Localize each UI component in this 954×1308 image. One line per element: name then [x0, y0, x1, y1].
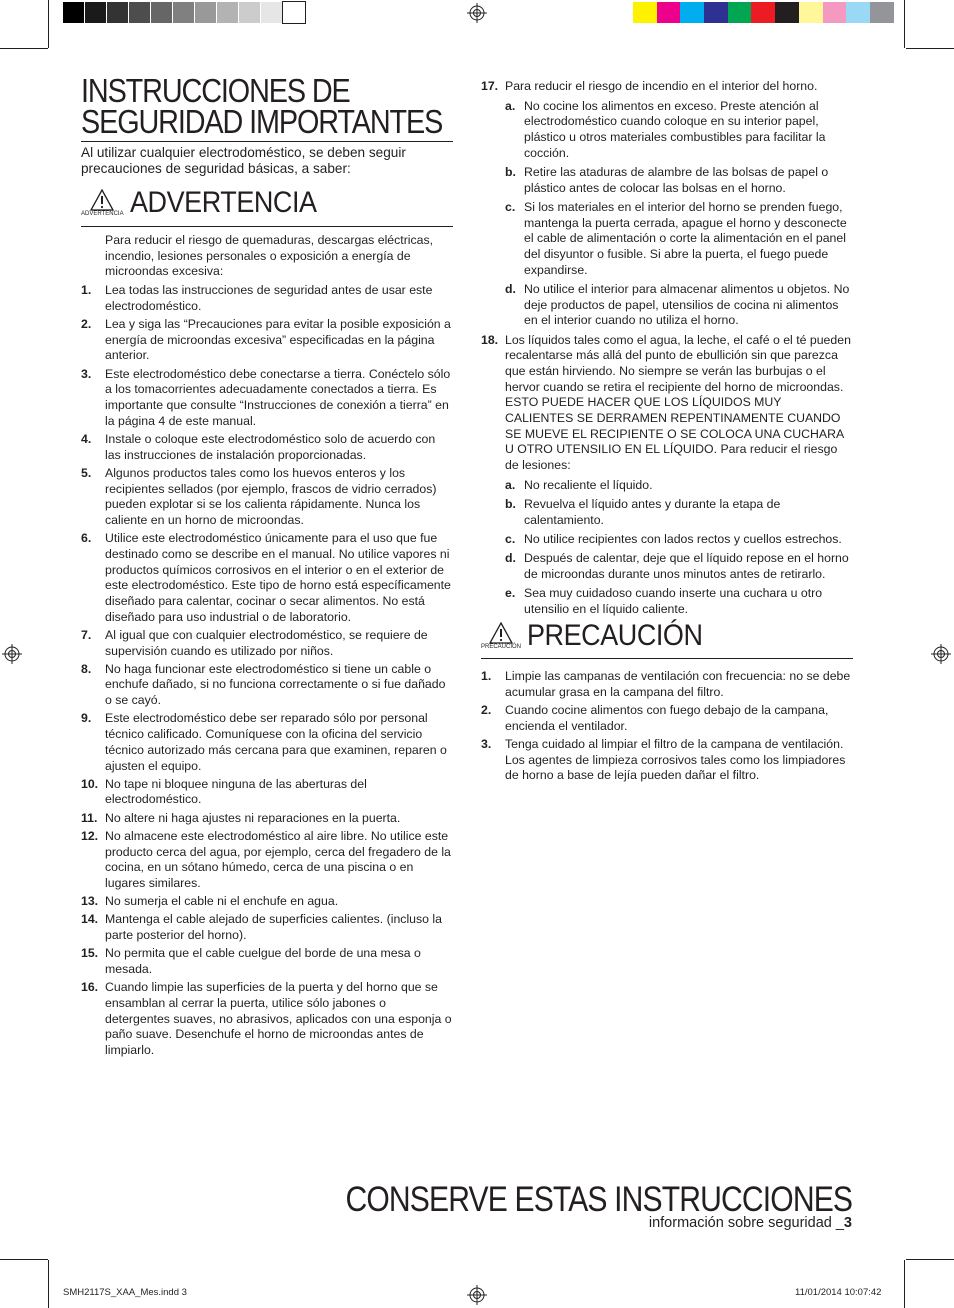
item-text: Al igual que con cualquier electrodoméstico, se requiere de supervisión cuando es utilizado por niños. — [105, 627, 428, 658]
list-item — [81, 317, 453, 364]
item-text: No permita que el cable cuelgue del borde de una mesa o mesada. — [105, 946, 421, 976]
item-text: Revuelva el líquido antes y durante la etapa de calentamiento. — [524, 497, 781, 527]
caution-icon-label: PRECAUCIÓN — [481, 644, 522, 650]
item-number: b. — [505, 165, 516, 180]
color-swatch — [633, 2, 657, 23]
footer-title: CONSERVE ESTAS INSTRUCCIONES — [345, 1180, 852, 1219]
precaucion-rule — [481, 658, 853, 659]
item-text: Para reducir el riesgo de incendio en el interior del horno. — [505, 79, 818, 93]
item-text: Algunos productos tales como los huevos enteros y los recipientes sellados (por ejemplo, frascos de vidrio cerrados) pueden explotar si se los calienta rápidamente. Nunca los caliente en un horno de microondas. — [105, 465, 437, 527]
item-number: 17. — [481, 79, 499, 93]
item-text: No tape ni bloquee ninguna de las aberturas del electrodoméstico. — [105, 776, 367, 807]
item-text: No recaliente el líquido. — [524, 477, 653, 492]
footer-section: información sobre seguridad _ — [648, 1215, 844, 1231]
item-text: Lea todas las instrucciones de seguridad antes de usar este electrodoméstico. — [105, 283, 433, 313]
warning-triangle-icon — [81, 189, 124, 218]
item-number: 13. — [81, 894, 99, 909]
item-number: 3. — [481, 736, 492, 751]
color-swatch — [261, 2, 283, 23]
item-text: Este electrodoméstico debe conectarse a tierra. Conéctelo sólo a los tomacorrientes adecuadamente conectados a tierra. Es importante que consulte “Instrucciones de conexión a tierra” en la página 4 de este manual. — [105, 366, 451, 428]
item-text: No sumerja el cable ni el enchufe en agua. — [105, 894, 339, 909]
item-number: 16. — [81, 980, 99, 995]
list-item — [481, 333, 853, 618]
item-number: a. — [505, 98, 516, 113]
list-item — [81, 367, 453, 430]
advertencia-list — [81, 283, 453, 1059]
color-swatch — [704, 2, 728, 23]
list-item — [81, 466, 453, 529]
item-number: 6. — [81, 531, 92, 546]
item-text: No haga funcionar este electrodoméstico si tiene un cable o enchufe dañado, si no funciona correctamente o si fue dañado o se cayó. — [105, 661, 446, 708]
list-item — [81, 811, 453, 827]
list-item — [81, 662, 453, 709]
precaucion-list — [481, 669, 853, 784]
page-number: 3 — [843, 1215, 852, 1231]
item-number: a. — [505, 477, 516, 492]
color-swatch — [799, 2, 823, 23]
precaucion-title: PRECAUCIÓN — [527, 619, 703, 652]
color-swatch — [173, 2, 195, 23]
advertencia-lead: Para reducir el riesgo de quemaduras, descargas eléctricas, incendio, lesiones personales o exposición a energía de microondas excesiva: — [105, 233, 434, 279]
color-swatch — [217, 2, 239, 23]
color-swatch — [151, 2, 173, 23]
color-swatch — [107, 2, 129, 23]
item-text: Retire las ataduras de alambre de las bolsas de papel o plástico antes de colocar las bolsas en el horno. — [524, 165, 829, 195]
title-rule — [81, 141, 453, 142]
color-bar-right — [633, 2, 894, 23]
list-item — [81, 946, 453, 977]
item-text: Sea muy cuidadoso cuando inserte una cuchara u otro utensilio en el líquido caliente. — [524, 586, 823, 616]
precaucion-heading — [481, 621, 722, 651]
sublist-item — [505, 551, 853, 582]
slug-date: 11/01/2014 10:07:42 — [795, 1287, 882, 1298]
item-number: 11. — [81, 810, 98, 825]
item-number: 8. — [81, 661, 92, 676]
color-swatch — [195, 2, 217, 23]
color-swatch — [846, 2, 870, 23]
right-column — [481, 79, 853, 621]
item-text: No utilice recipientes con lados rectos y cuellos estrechos. — [524, 531, 842, 546]
item-number: d. — [505, 281, 516, 296]
color-swatch — [680, 2, 704, 23]
item-number: 1. — [81, 283, 92, 298]
list-item — [81, 432, 453, 463]
item-number: 7. — [81, 627, 92, 642]
item-text: Este electrodoméstico debe ser reparado sólo por personal técnico calificado. Comuníquese con la oficina del servicio técnico autorizado más cercana para que examinen, reparen o ajusten el equipo. — [105, 711, 447, 773]
left-column — [81, 233, 453, 1061]
sublist-item — [505, 497, 853, 528]
item-number: c. — [505, 199, 516, 214]
item-text: Cuando cocine alimentos con fuego debajo de la campana, encienda el ventilador. — [505, 702, 829, 733]
item-text: No almacene este electrodoméstico al aire libre. No utilice este producto cerca del agua, por ejemplo, cerca del fregadero de la cocina, en un sótano húmedo, cerca de una piscina o en lugares similares. — [105, 828, 451, 890]
item-text: No altere ni haga ajustes ni reparaciones en la puerta. — [105, 810, 401, 825]
registration-mark-icon — [2, 644, 22, 664]
item-number: 10. — [81, 776, 99, 791]
list-item — [81, 531, 453, 625]
item-text: Lea y siga las “Precauciones para evitar la posible exposición a energía de microondas excesiva” especificadas en la página anterior. — [105, 317, 451, 363]
sublist-item — [505, 532, 853, 548]
item-number: 14. — [81, 912, 99, 927]
sublist-item — [505, 478, 853, 494]
item-number: 15. — [81, 946, 99, 961]
item-number: 12. — [81, 828, 99, 843]
list-item — [81, 980, 453, 1059]
item-number: 18. — [481, 332, 499, 347]
item-number: b. — [505, 497, 516, 512]
color-swatch — [283, 2, 305, 23]
crop-mark — [0, 1259, 48, 1260]
item-number: 9. — [81, 711, 92, 726]
crop-mark — [906, 48, 954, 49]
list-item — [81, 912, 453, 943]
color-swatch — [657, 2, 681, 23]
list-item — [481, 79, 853, 329]
sublist-item — [505, 282, 853, 329]
advertencia-title: ADVERTENCIA — [129, 186, 317, 219]
caution-triangle-icon — [481, 622, 521, 651]
color-swatch — [870, 2, 894, 23]
item-text: Limpie las campanas de ventilación con frecuencia: no se debe acumular grasa en la campana del filtro. — [505, 669, 851, 699]
item-text: No cocine los alimentos en exceso. Preste atención al electrodoméstico cuando coloque en su interior papel, plástico u otros materiales combustibles para facilitar la cocción. — [524, 98, 826, 160]
precaucion-column — [481, 669, 853, 786]
color-swatch — [129, 2, 151, 23]
registration-mark-icon — [931, 644, 951, 664]
crop-mark — [904, 0, 905, 48]
item-text: Los líquidos tales como el agua, la leche, el café o el té pueden recalentarse más allá del punto de ebullición sin que parezca que están hirviendo. No siempre se verán las burbujas o el hervor cuando se retira el recipiente del horno de microondas. ESTO PUEDE HACER QUE LOS LÍQUIDOS MUY CALIENTES SE DERRAMEN REPENTINAMENTE CUANDO SE MUEVE EL RECIPIENTE O SE COLOCA UNA CUCHARA U OTRO UTENSILIO EN EL LÍQUIDO. Para reducir el riesgo de lesiones: — [505, 332, 851, 473]
crop-mark — [0, 48, 48, 49]
item-text: Tenga cuidado al limpiar el filtro de la campana de ventilación. Los agentes de limpieza corrosivos tales como los limpiadores de horno a base de lejía pueden dañar el filtro. — [505, 736, 846, 783]
advertencia-rule — [81, 226, 453, 227]
list-item — [81, 711, 453, 774]
item-number: 1. — [481, 669, 492, 683]
sublist-item — [505, 586, 853, 617]
item-number: e. — [505, 586, 516, 601]
page-footer — [649, 1215, 852, 1231]
list-item — [81, 829, 453, 892]
color-swatch — [728, 2, 752, 23]
color-swatch — [85, 2, 107, 23]
list-item — [481, 669, 853, 700]
color-swatch — [63, 2, 85, 23]
item-number: 2. — [481, 702, 492, 717]
item-number: d. — [505, 551, 516, 566]
list-item — [81, 628, 453, 659]
intro-text: Al utilizar cualquier electrodoméstico, se deben seguir precauciones de seguridad básicas, a saber: — [81, 145, 406, 176]
item-number: 3. — [81, 366, 92, 381]
item-number: c. — [505, 531, 516, 546]
list-item — [81, 777, 453, 808]
color-swatch — [775, 2, 799, 23]
item-number: 4. — [81, 431, 92, 446]
slug-file: SMH2117S_XAA_Mes.indd 3 — [63, 1287, 187, 1298]
warning-icon-label: ADVERTENCIA — [81, 211, 124, 217]
list-item — [81, 894, 453, 910]
color-swatch — [239, 2, 261, 23]
crop-mark — [904, 1260, 905, 1308]
list-item — [481, 703, 853, 734]
item-text: Mantenga el cable alejado de superficies calientes. (incluso la parte posterior del horno). — [105, 912, 442, 943]
item-text: Utilice este electrodoméstico únicamente para el uso que fue destinado como se describe en el manual. No utilice vapores ni productos químicos corrosivos en el interior o en el exterior de este electrodoméstico. Este tipo de horno está específicamente diseñado para calentar, cocinar o secar alimentos. No está diseñado para uso industrial o de laboratorio. — [105, 531, 451, 624]
sublist-item — [505, 200, 853, 279]
item-text: Después de calentar, deje que el líquido repose en el horno de microondas durante unos minutos antes de retirarlo. — [524, 551, 849, 581]
page-title: INSTRUCCIONES DE SEGURIDAD IMPORTANTES — [81, 73, 443, 141]
color-bar-left — [63, 2, 305, 23]
item-text: Si los materiales en el interior del horno se prenden fuego, mantenga la puerta cerrada, apague el horno y desconecte el cable de alimentación o corte la alimentación en el panel del disyuntor o fusible. Si abre la puerta, el fuego puede expandirse. — [524, 199, 847, 277]
advertencia-heading — [81, 188, 337, 218]
crop-mark — [48, 1260, 49, 1308]
registration-mark-icon — [467, 3, 487, 23]
sublist-item — [505, 99, 853, 162]
item-number: 5. — [81, 465, 92, 480]
item-text: Cuando limpie las superficies de la puerta y del horno que se ensamblan al cerrar la puerta, utilice sólo jabones o detergentes suaves, no abrasivos, aplicados con una esponja o paño suave. Desenchufe el horno de microondas antes de limpiarlo. — [105, 980, 452, 1057]
crop-mark — [48, 0, 49, 48]
sublist — [505, 478, 853, 618]
sublist-item — [505, 165, 853, 196]
crop-mark — [906, 1259, 954, 1260]
list-item — [81, 283, 453, 314]
item-text: Instale o coloque este electrodoméstico solo de acuerdo con las instrucciones de instalación proporcionadas. — [105, 431, 436, 462]
item-number: 2. — [81, 317, 92, 332]
list-item — [481, 737, 853, 784]
color-swatch — [751, 2, 775, 23]
item-text: No utilice el interior para almacenar alimentos u objetos. No deje productos de papel, utensilios de cocina ni alimentos en el interior cuando no utiliza el horno. — [524, 281, 850, 328]
color-swatch — [823, 2, 847, 23]
registration-mark-icon — [467, 1285, 487, 1305]
sublist — [505, 99, 853, 329]
